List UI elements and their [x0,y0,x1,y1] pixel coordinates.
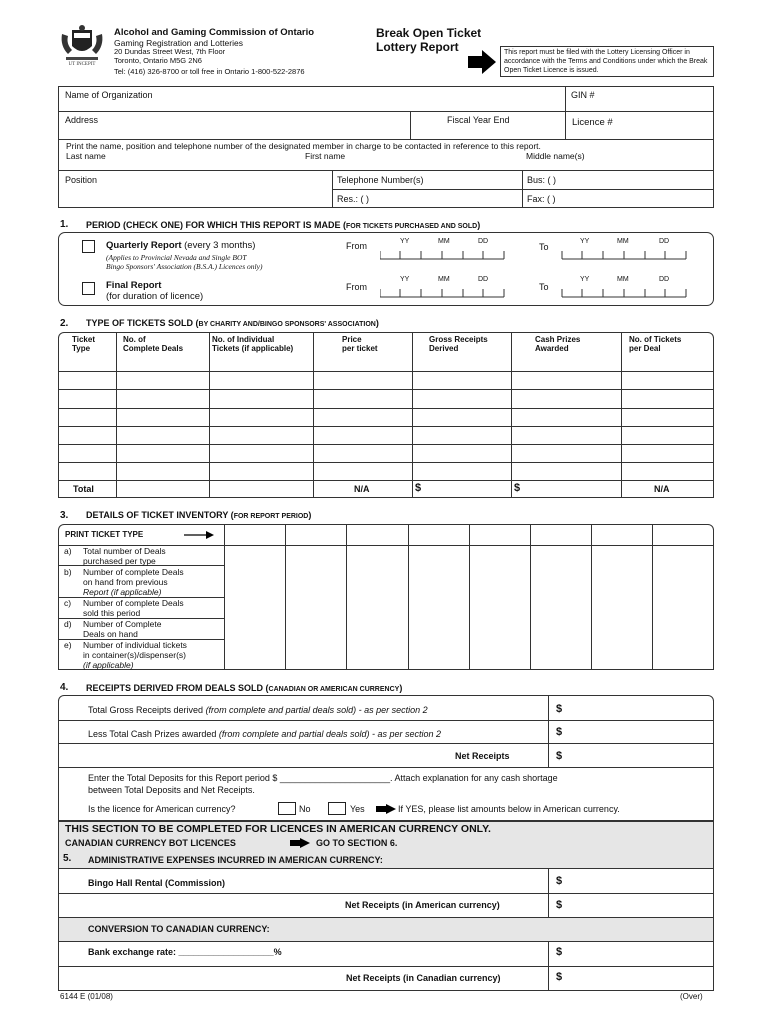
american-yes-checkbox[interactable] [328,802,346,815]
notice-arrow-icon [468,50,496,76]
mm-label: MM [617,276,629,283]
less-prizes-line: Less Total Cash Prizes awarded (from complete and partial deals sold) - as per section 2 [88,729,442,739]
section5-number: 5. [63,853,72,864]
section4-number: 4. [60,682,69,693]
quarterly-report-checkbox[interactable] [82,240,95,253]
dd-label: DD [659,276,670,283]
yy-label: YY [400,238,410,245]
conversion-heading: CONVERSION TO CANADIAN CURRENCY: [88,924,270,934]
american-section-heading: THIS SECTION TO BE COMPLETED FOR LICENCES IN AMERICAN CURRENCY ONLY. [65,823,491,835]
right-arrow-icon [376,804,396,816]
dd-label: DD [478,238,489,245]
date-entry-ticks[interactable] [380,244,710,300]
right-arrow-icon [290,838,310,850]
yy-label: YY [580,276,590,283]
licence-label: Licence # [572,117,613,128]
ontario-coat-of-arms-logo [58,24,106,66]
gross-receipts-line: Total Gross Receipts derived (from complete and partial deals sold) - as per section 2 [88,705,428,715]
telephone-label: Telephone Number(s) [337,175,424,185]
mm-label: MM [438,238,450,245]
section5-title: ADMINISTRATIVE EXPENSES INCURRED IN AMERICAN CURRENCY: [88,855,383,865]
inventory-row-d: d) Number of Complete Deals on hand [64,619,162,639]
if-yes-instruction: If YES, please list amounts below in American currency. [398,804,620,814]
net-receipts-american-label: Net Receipts (in American currency) [345,900,500,910]
bus-phone-label: Bus: ( ) [527,175,557,185]
final-report-label: Final Report [106,280,162,291]
section1-title: PERIOD (CHECK ONE) FOR WHICH THIS REPORT IS MADE (FOR TICKETS PURCHASED AND SOLD) [86,220,481,230]
section4-title: RECEIPTS DERIVED FROM DEALS SOLD (CANADIAN OR AMERICAN CURRENCY) [86,683,403,693]
deposits-explanation: between Total Deposits and Net Receipts. [88,785,255,795]
col-gross-receipts: Gross Receipts Derived [429,335,488,353]
mm-label: MM [438,276,450,283]
net-canadian-dollar: $ [556,971,563,983]
yy-label: YY [400,276,410,283]
col-complete-deals: No. of Complete Deals [123,335,184,353]
tickets-sold-table [58,332,714,498]
bingo-dollar: $ [556,875,563,887]
svg-text:UT INCEPIT: UT INCEPIT [68,62,96,66]
agency-name: Alcohol and Gaming Commission of Ontario [114,27,315,38]
gross-dollar: $ [556,703,563,715]
agency-city: Toronto, Ontario M5G 2N6 [114,56,202,65]
col-cash-prizes: Cash Prizes Awarded [535,335,581,353]
inventory-row-b: b) Number of complete Deals on hand from previous Report (if applicable) [64,567,184,597]
col-ticket-type: Ticket Type [72,335,95,353]
col-tickets-per-deal: No. of Tickets per Deal [629,335,682,353]
res-phone-label: Res.: ( ) [337,194,370,204]
inventory-row-e: e) Number of individual tickets in container(s)/dispenser(s) (if applicable) [64,640,187,670]
position-label: Position [65,175,98,185]
net-american-dollar: $ [556,899,563,911]
total-cash-dollar: $ [514,482,521,494]
total-per-deal-na: N/A [654,484,670,494]
quarterly-note-line2: Bingo Sponsors' Association (B.S.A.) Licences only) [106,262,263,271]
quarterly-report-option: Quarterly Report (every 3 months) [106,240,256,251]
from-label-final: From [346,282,367,292]
section3-title: DETAILS OF TICKET INVENTORY (FOR REPORT PERIOD) [86,510,312,520]
less-dollar: $ [556,726,563,738]
dd-label: DD [659,238,670,245]
bank-rate-dollar: $ [556,946,563,958]
to-label: To [539,242,549,252]
go-to-section6: GO TO SECTION 6. [316,838,398,848]
right-arrow-icon [184,531,214,541]
final-report-note: (for duration of licence) [106,291,204,302]
inventory-row-a: a) Total number of Deals purchased per type [64,546,166,566]
fax-label: Fax: ( ) [527,194,556,204]
form-number: 6144 E (01/08) [60,992,113,1001]
contact-instruction: Print the name, position and telephone number of the designated member in charge to be contacted in reference to this report. [66,141,541,151]
bingo-hall-rental-label: Bingo Hall Rental (Commission) [88,878,226,888]
filing-notice: This report must be filed with the Lottery Licensing Officer in accordance with the Terms and Conditions under which the Break Open Ticket Licence is issued. [500,46,714,77]
quarterly-note-line1: (Applies to Provincial Nevada and Single BOT [106,253,247,262]
fiscal-year-label: Fiscal Year End [447,115,510,125]
no-label: No [299,804,311,814]
over-label: (Over) [680,992,703,1001]
section3-number: 3. [60,510,69,521]
agency-street: 20 Dundas Street West, 7th Floor [114,47,226,56]
gin-label: GIN # [571,90,595,100]
form-title-line2: Lottery Report [376,40,459,54]
agency-division: Gaming Registration and Lotteries [114,38,243,48]
address-label: Address [65,115,99,125]
american-currency-question: Is the licence for American currency? [88,804,236,814]
total-price-na: N/A [354,484,370,494]
from-label: From [346,241,367,251]
first-name-label: First name [305,151,346,161]
to-label-final: To [539,282,549,292]
yy-label: YY [580,238,590,245]
section2-title: TYPE OF TICKETS SOLD (BY CHARITY AND/BINGO SPONSORS' ASSOCIATION) [86,318,379,328]
dd-label: DD [478,276,489,283]
net-receipts-canadian-label: Net Receipts (in Canadian currency) [346,973,501,983]
section2-number: 2. [60,318,69,329]
total-deposits-line: Enter the Total Deposits for this Report period $ ______________________. Attach explanation for any cash shortage [88,773,558,783]
yes-label: Yes [350,804,365,814]
canadian-bot-licences: CANADIAN CURRENCY BOT LICENCES [65,838,236,848]
org-name-label: Name of Organization [65,90,153,100]
form-title-line1: Break Open Ticket [376,26,482,40]
total-label: Total [73,484,94,494]
net-receipts-label: Net Receipts [455,751,510,761]
print-ticket-type-label: PRINT TICKET TYPE [65,530,144,539]
mm-label: MM [617,238,629,245]
col-individual-tickets: No. of Individual Tickets (if applicable) [212,335,294,353]
total-gross-dollar: $ [415,482,422,494]
inventory-row-c: c) Number of complete Deals sold this period [64,598,184,618]
bank-exchange-rate-label: Bank exchange rate: ___________________% [88,947,282,957]
col-price: Price per ticket [342,335,378,353]
net-dollar: $ [556,750,563,762]
section1-number: 1. [60,219,69,230]
final-report-checkbox[interactable] [82,282,95,295]
american-no-checkbox[interactable] [278,802,296,815]
middle-name-label: Middle name(s) [526,151,585,161]
last-name-label: Last name [66,151,106,161]
agency-phone: Tel: (416) 326-8700 or toll free in Ontario 1-800-522-2876 [114,67,305,76]
